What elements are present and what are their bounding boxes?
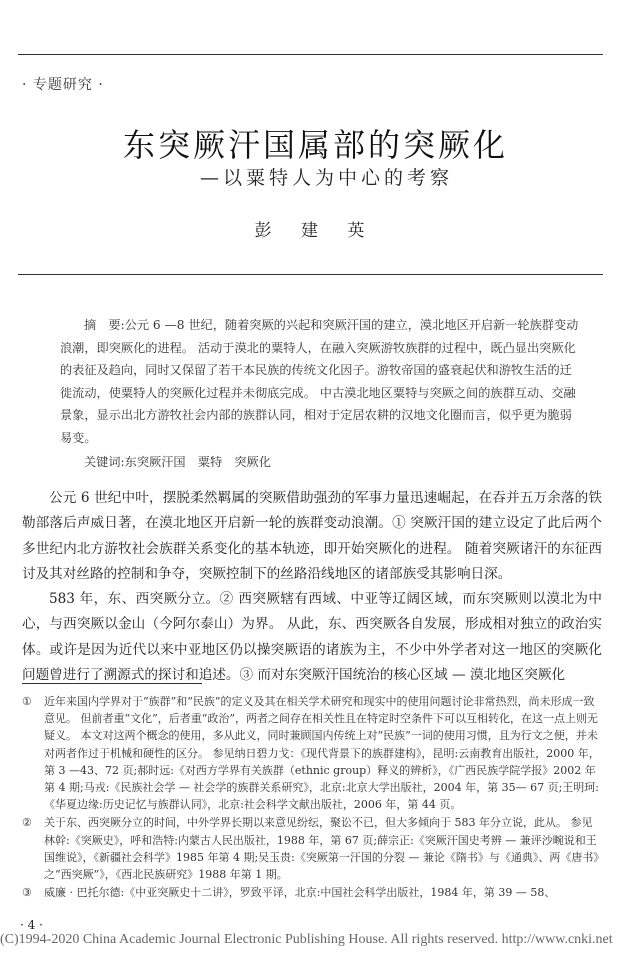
footnote-number: ① (22, 695, 32, 708)
body-paragraph: 公元 6 世纪中叶，摆脱柔然羁属的突厥借助强劲的军事力量迅速崛起，在吞并五万余落的铁勒部落后声威日著，在漠北地区开启新一轮的族群变动浪潮。① 突厥汗国的建立设定了此后两个多世纪内北方游牧社会族群关系变化的基本轨迹，即开始突厥化的进程。 随着突厥诸汗的东征西讨及其对丝路的控制和争夺，突厥控制下的丝路沿线地区的诸部族受其影响日深。 (22, 490, 602, 582)
footnote-item (22, 693, 602, 813)
footnote-text: 近年来国内学界对于“族群”和“民族”的定义及其在相关学术研究和现实中的使用问题讨论非常热烈，尚未形成一致意见。 但前者重“文化”，后者重“政治”，两者之间存在相关性且在特定时空条件下可以互相转化，在这一点上则无疑义。 本文对这两个概念的使用，多从此义，同时兼顾国内传统上对“民族”一词的使用习惯，且为行文之便，并未对两者作过于机械和硬性的区分。 参见纳日碧力戈：《现代背景下的族群建构》，昆明:云南教育出版社，2000 年，第 3 —43、72 页;郝时远:《对西方学界有关族群（ethnic group）释义的辨析》，《广西民族学院学报》2002 年第 4 期;马戎:《民族社会学 — 社会学的族群关系研究》，北京:北京大学出版社，2004 年，第 35— 67 页;王明珂:《华夏边缘:历史记忆与族群认同》，北京:社会科学文献出版社，2006 年，第 44 页。 (44, 695, 600, 812)
footnote-item (22, 814, 602, 883)
footnote-item (22, 884, 602, 901)
author-name: 彭 建 英 (254, 221, 377, 241)
keywords-line: 关键词:东突厥汗国 粟特 突厥化 (84, 455, 271, 469)
copyright-footer: (C)1994-2020 China Academic Journal Electronic Publishing House. All rights reserved. http://www.cnki.net (0, 932, 613, 947)
abstract-text: 摘 要:公元 6 —8 世纪，随着突厥的兴起和突厥汗国的建立，漠北地区开启新一轮族群变动浪潮，即突厥化的进程。 活动于漠北的粟特人，在融入突厥游牧族群的过程中，既凸显出突厥化的表征及趋向，同时又保留了若干本民族的传统文化因子。游牧帝国的盛衰起伏和游牧生活的迁徙流动，使粟特人的突厥化过程并未彻底完成。 中古漠北地区粟特与突厥之间的族群互动、交融景象，显示出北方游牧社会内部的族群认同，相对于定居农耕的汉地文化圈而言，似乎更为脆弱易变。 (60, 318, 579, 445)
footnote-number: ② (22, 816, 32, 830)
footnote-separator (22, 683, 202, 684)
footnotes (22, 693, 602, 902)
footnote-text: 威廉 · 巴托尔德:《中亚突厥史十二讲》，罗致平译，北京:中国社会科学出版社，1984 年，第 39 — 58、 (44, 886, 556, 900)
article-subtitle: —以粟特人为中心的考察 (200, 167, 454, 189)
abstract-block (60, 314, 580, 474)
article-title: 东突厥汗国属部的突厥化 (122, 126, 508, 164)
footnote-text: 关于东、西突厥分立的时间，中外学界长期以来意见纷纭，聚讼不已，但大多倾向于 583 年分立说，此从。 参见林幹:《突厥史》，呼和浩特:内蒙古人民出版社，1988 年，第 67 页;薛宗正:《突厥汗国史考辨 — 兼评沙畹说和王国维说》，《新疆社会科学》1985 年第 4 期;吴玉贵:《突厥第一汗国的分裂 — 兼论《隋书》与《通典》、两《唐书》之“西突厥”》，《西北民族研究》1988 年第 1 期。 (44, 816, 599, 882)
section-label: · 专题研究 · (22, 77, 104, 93)
body-paragraph: 583 年，东、西突厥分立。② 西突厥辖有西域、中亚等辽阔区域，而东突厥则以漠北为中心，与西突厥以金山（今阿尔泰山）为界。 从此，东、西突厥各自发展，形成相对独立的政治实体。或许是因为近代以来中亚地区仍以操突厥语的诸族为主，不少中外学者对这一地区的突厥化问题曾进行了溯源式的探讨和追述。③ 而对东突厥汗国统治的核心区域 — 漠北地区突厥化 (22, 591, 602, 684)
header-bottom-rule (18, 274, 603, 275)
page-number: · 4 · (20, 918, 43, 932)
top-rule (18, 54, 603, 55)
main-text (22, 486, 602, 688)
footnote-number: ③ (22, 886, 32, 900)
